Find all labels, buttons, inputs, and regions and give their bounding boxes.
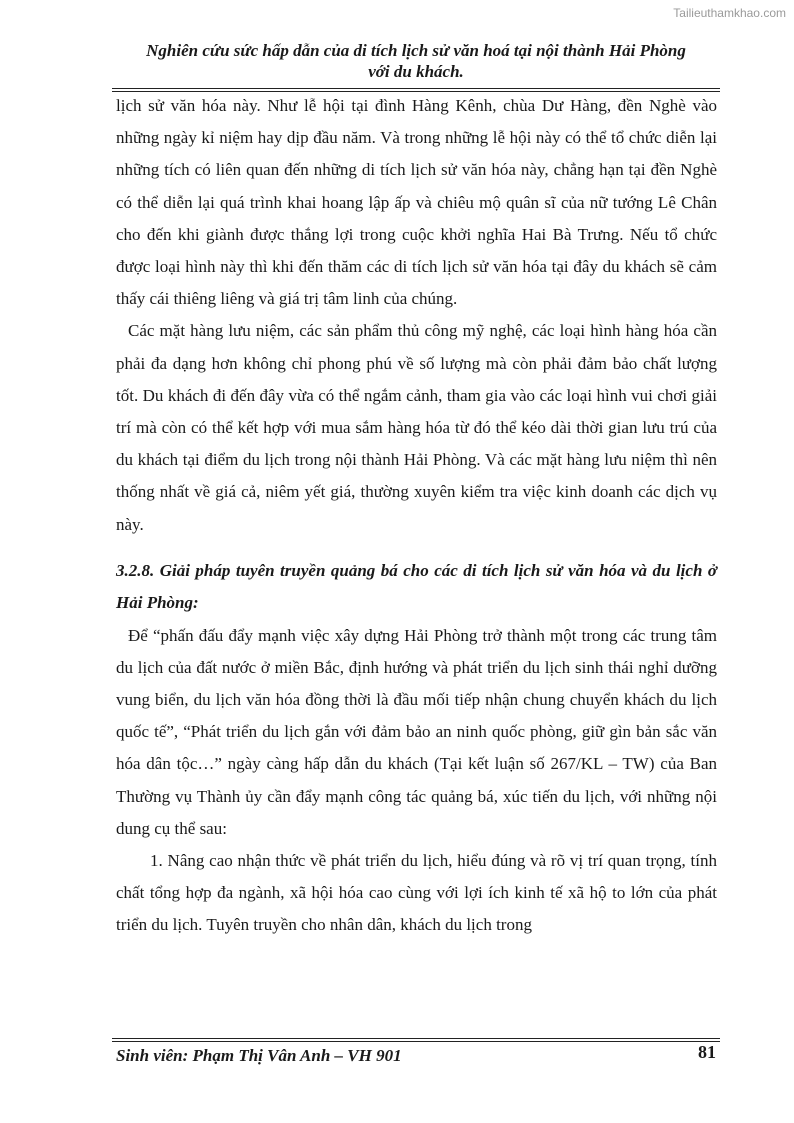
header-rule <box>112 88 720 89</box>
list-item-1: 1. Nâng cao nhận thức về phát triển du lịch, hiểu đúng và rõ vị trí quan trọng, tính chất tổng hợp đa ngành, xã hội hóa cao cùng với lợi ích kinh tế xã hộ to lớn của phát triển du lịch. Tuyên truyền cho nhân dân, khách du lịch trong <box>116 851 717 935</box>
footer-author: Sinh viên: Phạm Thị Vân Anh – VH 901 <box>116 1046 402 1065</box>
paragraph-1: lịch sử văn hóa này. Như lễ hội tại đình Hàng Kênh, chùa Dư Hàng, đền Nghè vào những ngày kỉ niệm hay dịp đầu năm. Và trong những lễ hội này có thể tổ chức diễn lại những tích có liên quan đến những di tích lịch sử văn hóa này, chẳng hạn tại đền Nghè có thể diễn lại quá trình khai hoang lập ấp và chiêu mộ quân sĩ của nữ tướng Lê Chân cho đến khi giành được thắng lợi trong cuộc khởi nghĩa Hai Bà Trưng. Nếu tổ chức được loại hình này thì khi đến thăm các di tích lịch sử văn hóa tại đây du khách sẽ cảm thấy cái thiêng liêng và giá trị tâm linh của chúng. <box>116 96 717 309</box>
paragraph-3: Để “phấn đấu đẩy mạnh việc xây dựng Hải Phòng trở thành một trong các trung tâm du lịch của đất nước ở miền Bắc, định hướng và phát triển du lịch sinh thái nghỉ dưỡng vung biển, du lịch văn hóa đồng thời là đầu mối tiếp nhận chung chuyển khách du lịch quốc tế”, “Phát triển du lịch gắn với đảm bảo an ninh quốc phòng, giữ gìn bản sắc văn hóa dân tộc…” ngày càng hấp dẫn du khách (Tại kết luận số 267/KL – TW) của Ban Thường vụ Thành ủy cần đẩy mạnh công tác quảng bá, xúc tiến du lịch, với những nội dung cụ thể sau: <box>116 625 717 838</box>
page-number: 81 <box>698 1042 716 1062</box>
footer-rule-secondary <box>112 1041 720 1042</box>
section-heading: 3.2.8. Giải pháp tuyên truyền quảng bá cho các di tích lịch sử văn hóa và du lịch ở Hải Phòng: <box>116 560 717 613</box>
page-header <box>112 40 720 82</box>
header-title-line1: Nghiên cứu sức hấp dẫn của di tích lịch sử văn hoá tại nội thành Hải Phòng <box>146 41 686 60</box>
footer-rule <box>112 1038 720 1039</box>
watermark: Tailieuthamkhao.com <box>673 6 786 20</box>
header-title-line2: với du khách. <box>368 62 464 81</box>
paragraph-2: Các mặt hàng lưu niệm, các sản phẩm thủ công mỹ nghệ, các loại hình hàng hóa cần phải đa dạng hơn không chỉ phong phú về số lượng mà còn phải đảm bảo chất lượng tốt. Du khách đi đến đây vừa có thể ngắm cảnh, tham gia vào các loại hình vui chơi giải trí mà còn có thể kết hợp với mua sắm hàng hóa từ đó thể kéo dài thời gian lưu trú của du khách tại điểm du lịch trong nội thành Hải Phòng. Và các mặt hàng lưu niệm thì nên thống nhất về giá cả, niêm yết giá, thường xuyên kiểm tra việc kinh doanh các dịch vụ này. <box>116 321 717 534</box>
page-body <box>116 90 717 942</box>
